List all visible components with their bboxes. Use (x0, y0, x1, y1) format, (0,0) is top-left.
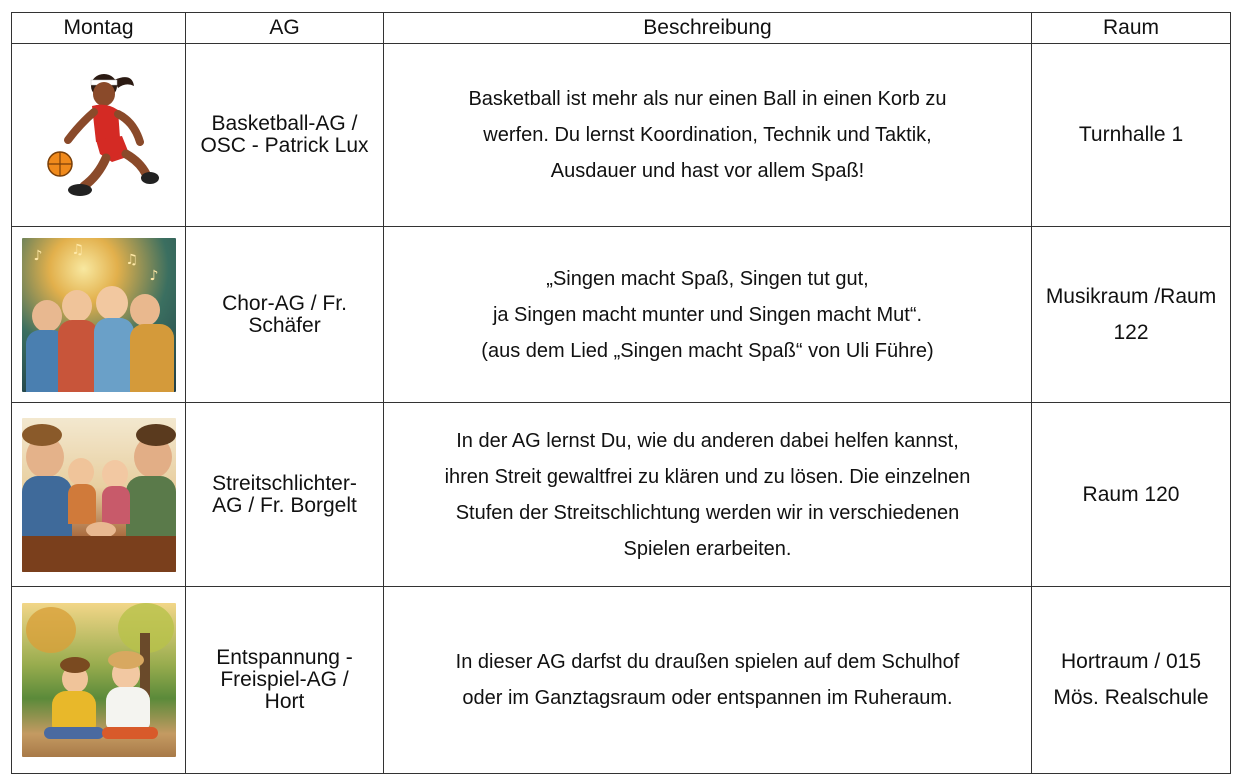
ag-name-cell (186, 44, 384, 227)
basketball-player-icon (22, 58, 176, 212)
ag-name-cell (186, 587, 384, 774)
ag-name-line: Freispiel-AG / (220, 668, 349, 691)
music-note-icon: ♪ (33, 247, 43, 264)
ag-schedule-table (11, 12, 1231, 774)
description-line: ihren Streit gewaltfrei zu klären und zu lösen. Die einzelnen (444, 465, 971, 488)
ag-name-line: Basketball-AG / (211, 112, 358, 135)
room-cell (1032, 403, 1231, 587)
ag-name-line: Streitschlichter- (212, 471, 357, 495)
room-line: Hortraum / 015 (1060, 650, 1202, 673)
image-cell (12, 227, 186, 403)
image-cell (12, 587, 186, 774)
description-line: Basketball ist mehr als nur einen Ball in einen Korb zu (468, 88, 947, 110)
ag-name-line: Schäfer (248, 313, 321, 337)
header-ag: AG (186, 13, 384, 44)
header-room: Raum (1032, 13, 1231, 44)
music-note-icon: ♫ (71, 241, 85, 258)
table-row (12, 403, 1231, 587)
room-line: Raum 120 (1082, 482, 1180, 506)
room-line: Mös. Realschule (1053, 686, 1209, 709)
description-line: oder im Ganztagsraum oder entspannen im Ruheraum. (462, 687, 953, 709)
mediation-children-handshake-illustration (22, 418, 176, 572)
ag-name-line: AG / Fr. Borgelt (212, 493, 357, 517)
description-cell (384, 403, 1032, 587)
description-line: ja Singen macht munter und Singen macht Mut“. (492, 303, 923, 326)
choir-children-illustration (22, 238, 176, 392)
music-note-icon: ♪ (149, 267, 159, 284)
room-cell (1032, 44, 1231, 227)
room-line: Turnhalle 1 (1078, 123, 1184, 146)
description-line: Spielen erarbeiten. (623, 537, 792, 560)
description-line: In dieser AG darfst du draußen spielen auf dem Schulhof (455, 651, 960, 673)
header-description: Beschreibung (384, 13, 1032, 44)
ag-name-line: Chor-AG / Fr. (222, 291, 347, 315)
room-line: 122 (1113, 320, 1149, 344)
description-line: Stufen der Streitschlichtung werden wir in verschiedenen (455, 501, 960, 524)
table-row (12, 44, 1231, 227)
room-cell (1032, 227, 1231, 403)
room-line: Musikraum /Raum (1045, 284, 1217, 308)
ag-name-cell (186, 403, 384, 587)
room-cell (1032, 587, 1231, 774)
description-line: „Singen macht Spaß, Singen tut gut, (546, 267, 869, 290)
description-line: werfen. Du lernst Koordination, Technik und Taktik, (483, 124, 932, 146)
image-cell (12, 403, 186, 587)
description-cell (384, 587, 1032, 774)
image-cell (12, 44, 186, 227)
description-cell (384, 227, 1032, 403)
music-note-icon: ♫ (125, 251, 139, 268)
description-line: In der AG lernst Du, wie du anderen dabei helfen kannst, (456, 429, 959, 452)
ag-name-line: OSC - Patrick Lux (200, 134, 369, 157)
children-playing-outdoors-illustration (22, 603, 176, 757)
header-row (12, 13, 1231, 44)
table-row (12, 227, 1231, 403)
description-line: (aus dem Lied „Singen macht Spaß“ von Uli Führe) (481, 339, 934, 362)
table-row (12, 587, 1231, 774)
ag-name-line: Hort (264, 690, 305, 713)
header-day: Montag (12, 13, 186, 44)
description-line: Ausdauer und hast vor allem Spaß! (550, 160, 865, 182)
description-cell (384, 44, 1032, 227)
ag-name-cell (186, 227, 384, 403)
ag-name-line: Entspannung - (216, 646, 353, 669)
